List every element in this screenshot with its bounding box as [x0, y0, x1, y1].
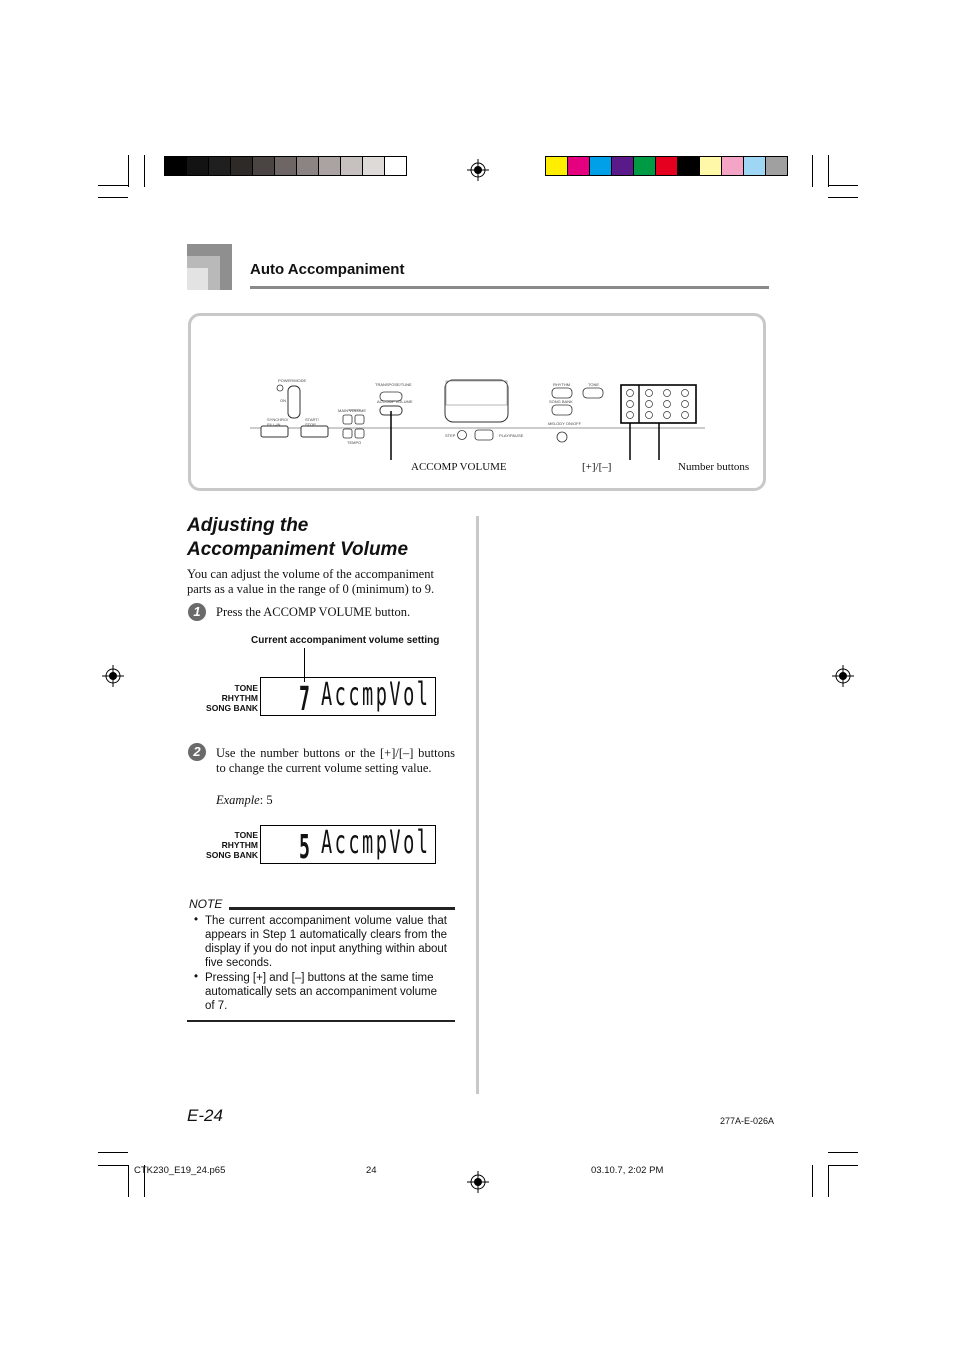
calibration-swatch	[318, 156, 341, 176]
heading-line-2: Accompaniment Volume	[187, 539, 409, 560]
crop-mark	[828, 197, 858, 198]
article-heading	[187, 514, 467, 562]
panel-label-accomp-volume: ACCOMP VOLUME	[377, 399, 413, 404]
calibration-swatch	[208, 156, 231, 176]
step-1-text: Press the ACCOMP VOLUME button.	[216, 605, 411, 619]
bullet-icon: •	[194, 971, 199, 983]
lcd-label-song-bank: SONG BANK	[206, 703, 258, 713]
registration-target-icon	[102, 665, 124, 687]
print-file-name: CTK230_E19_24.p65	[134, 1165, 226, 1176]
calibration-swatch	[164, 156, 187, 176]
note-item-text: Pressing [+] and [–] buttons at the same time automatically sets an accompaniment volume of 7.	[205, 972, 438, 1012]
calibration-swatch	[699, 156, 722, 176]
crop-mark	[828, 155, 829, 187]
crop-mark	[98, 1152, 128, 1153]
crop-mark	[828, 1152, 858, 1153]
callout-accomp-volume: ACCOMP VOLUME	[411, 461, 507, 473]
doc-code: 277A-E-026A	[720, 1116, 775, 1126]
crop-mark	[812, 1165, 813, 1197]
lcd-value-text: AccmpVol	[321, 676, 431, 714]
note-rule-top	[229, 907, 455, 910]
panel-label-play-pause: PLAY/PAUSE	[499, 433, 524, 438]
lcd-value-digit: 7	[299, 679, 313, 718]
section-title: Auto Accompaniment	[250, 261, 405, 278]
print-timestamp: 03.10.7, 2:02 PM	[591, 1165, 664, 1176]
lcd-value-digit: 5	[299, 827, 313, 866]
calibration-swatch	[633, 156, 656, 176]
panel-label-rhythm: RHYTHM	[553, 382, 571, 387]
panel-label-tone: TONE	[588, 382, 600, 387]
lcd-indicator-labels	[196, 830, 258, 860]
crop-mark	[98, 197, 128, 198]
crop-mark	[812, 155, 813, 187]
step-2-text: Use the number buttons or the [+]/[–] buttons to change the current volume setting value.	[216, 746, 455, 775]
panel-label-power-mode: POWER/MODE	[278, 378, 307, 383]
crop-mark	[828, 185, 858, 186]
example-label: Example	[216, 793, 260, 807]
panel-label-tempo: TEMPO	[347, 440, 362, 445]
calibration-swatch	[611, 156, 634, 176]
section-rule	[250, 286, 769, 289]
example-value: : 5	[259, 793, 273, 807]
callout-number-buttons: Number buttons	[678, 461, 750, 473]
crop-mark	[98, 1165, 128, 1166]
calibration-swatch	[545, 156, 568, 176]
lcd-label-tone: TONE	[234, 830, 258, 840]
display-caption: Current accompaniment volume setting	[251, 635, 440, 646]
panel-label-start-stop: START/ STOP	[305, 417, 319, 427]
step-1-badge: 1	[188, 603, 206, 621]
panel-label-synchro-fill-in: SYNCHRO/ FILL-IN	[267, 417, 289, 427]
panel-label-song-bank: SONG BANK	[549, 399, 573, 404]
crop-mark	[144, 155, 145, 187]
calibration-swatch	[274, 156, 297, 176]
calibration-swatch	[567, 156, 590, 176]
control-panel-illustration	[240, 370, 760, 460]
lcd-label-rhythm: RHYTHM	[221, 840, 258, 850]
note-list	[194, 914, 447, 1013]
registration-target-icon	[467, 1171, 489, 1193]
example-line	[216, 793, 273, 808]
crop-mark	[128, 155, 129, 187]
note-rule-bottom	[187, 1020, 455, 1022]
calibration-swatch	[362, 156, 385, 176]
crop-mark	[128, 1165, 129, 1197]
print-sheet-number: 24	[366, 1165, 377, 1176]
panel-label-step: STEP	[445, 433, 456, 438]
calibration-swatch	[677, 156, 700, 176]
calibration-swatch	[655, 156, 678, 176]
calibration-swatch	[252, 156, 275, 176]
lcd-display-step1	[260, 677, 436, 716]
lcd-label-tone: TONE	[234, 683, 258, 693]
lcd-display-step2	[260, 825, 436, 864]
calibration-swatch	[743, 156, 766, 176]
calibration-swatch	[340, 156, 363, 176]
crop-mark	[98, 185, 128, 186]
crop-mark	[828, 1165, 829, 1197]
calibration-swatch	[230, 156, 253, 176]
note-label: NOTE	[189, 897, 223, 911]
panel-label-transpose-tune: TRANSPOSE/TUNE	[375, 382, 412, 387]
intro-paragraph: You can adjust the volume of the accompaniment parts as a value in the range of 0 (minimum) to 9.	[187, 567, 435, 596]
panel-label-melody-on-off: MELODY ON/OFF	[548, 421, 582, 426]
bullet-icon: •	[194, 914, 199, 926]
registration-target-icon	[832, 665, 854, 687]
calibration-swatch	[186, 156, 209, 176]
section-emblem	[187, 244, 232, 290]
calibration-swatch	[765, 156, 788, 176]
panel-label-on: ON	[280, 398, 286, 403]
panel-label-main-volume: MAIN VOLUME	[338, 408, 367, 413]
lcd-indicator-labels	[196, 683, 258, 713]
calibration-swatch	[589, 156, 612, 176]
step-2-badge: 2	[188, 743, 206, 761]
crop-mark	[828, 1165, 858, 1166]
lcd-value-text: AccmpVol	[321, 824, 431, 862]
heading-line-1: Adjusting the	[187, 515, 309, 536]
calibration-swatch	[721, 156, 744, 176]
calibration-swatch	[384, 156, 407, 176]
page-number: E-24	[187, 1106, 223, 1125]
note-item-text: The current accompaniment volume value that appears in Step 1 automatically clears from the display if you do not input anything within about five seconds.	[205, 915, 447, 969]
note-item	[194, 971, 447, 1013]
note-item	[194, 914, 447, 970]
lcd-label-song-bank: SONG BANK	[206, 850, 258, 860]
lcd-label-rhythm: RHYTHM	[221, 693, 258, 703]
registration-target-icon	[467, 159, 489, 181]
column-divider	[476, 516, 479, 1094]
callout-plus-minus: [+]/[–]	[582, 461, 612, 473]
calibration-swatch	[296, 156, 319, 176]
